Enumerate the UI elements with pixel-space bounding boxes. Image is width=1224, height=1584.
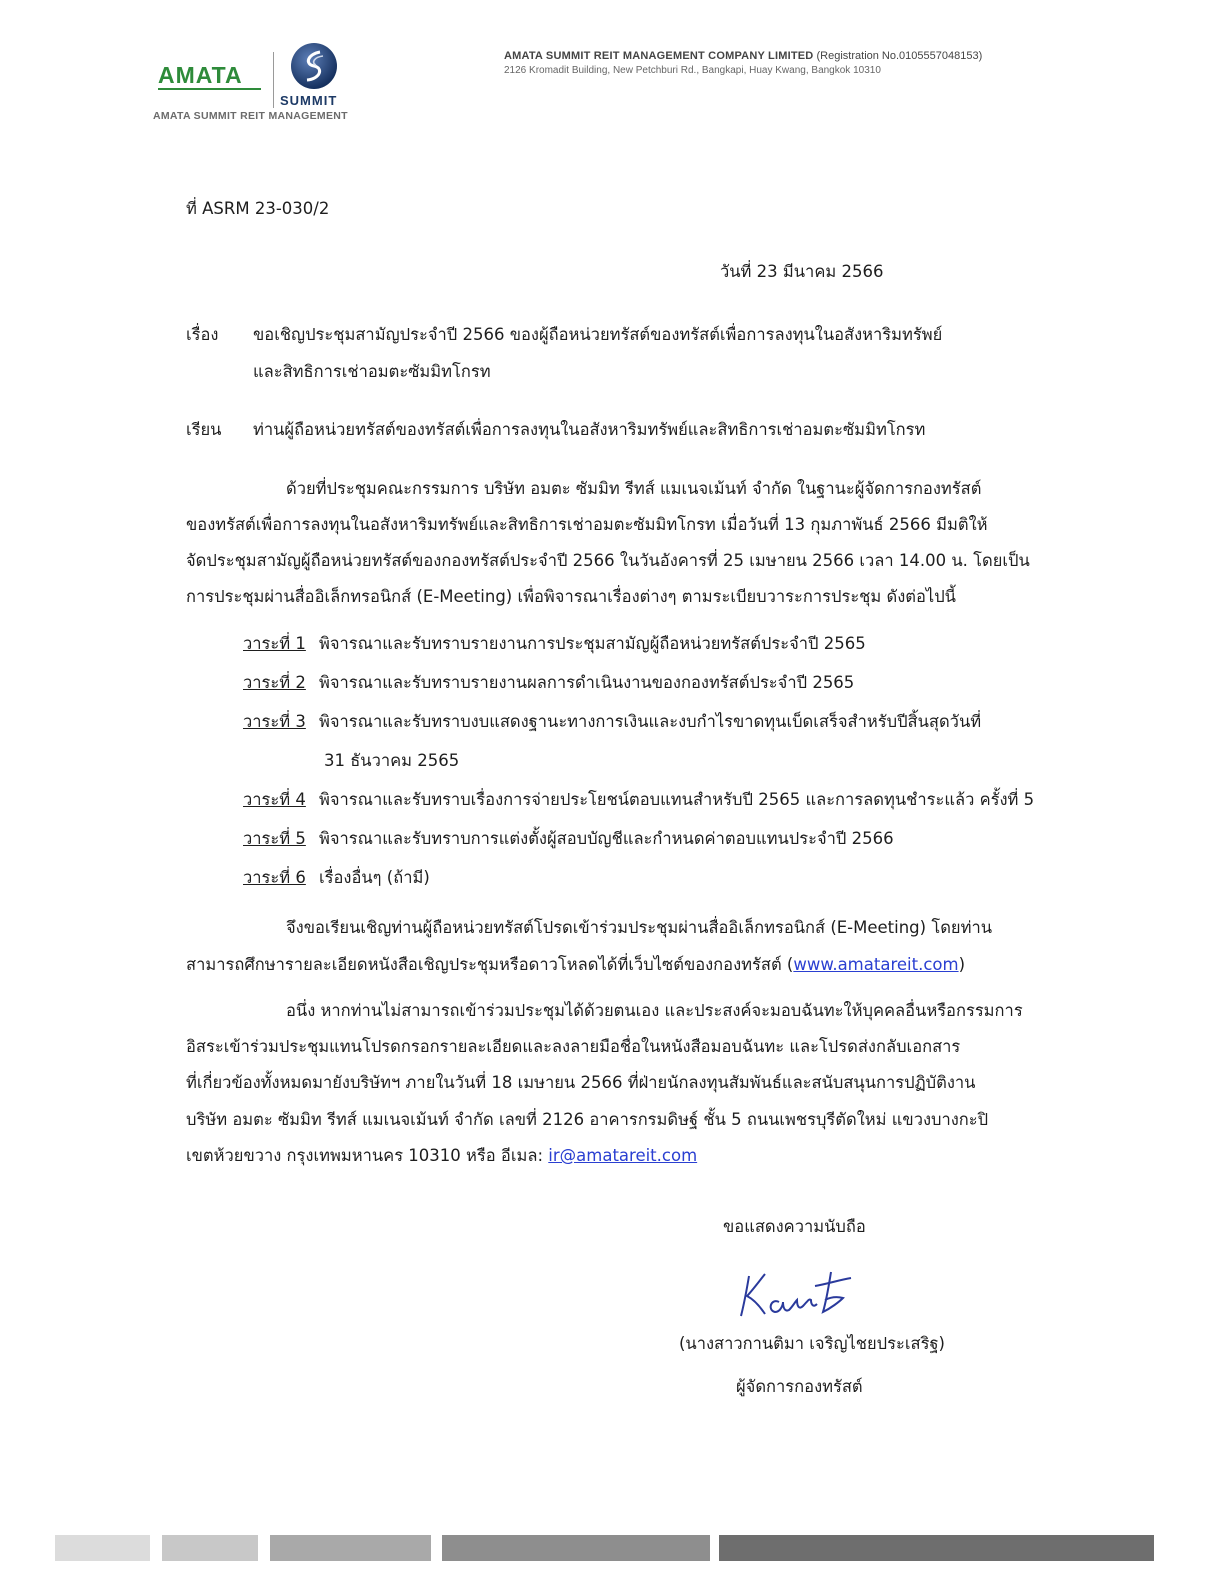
para3-line-2: อิสระเข้าร่วมประชุมแทนโปรดกรอกรายละเอียดและลงลายมือชื่อในหนังสือมอบฉันทะ และโปรดส่งกลับเอกสาร xyxy=(186,1037,961,1056)
para2-line-2-text: สามารถศึกษารายละเอียดหนังสือเชิญประชุมหรือดาวโหลดได้ที่เว็บไซต์ของกองทรัสต์ ( xyxy=(186,955,794,974)
agenda-text-3: พิจารณาและรับทราบงบแสดงฐานะทางการเงินและงบกำไรขาดทุนเบ็ดเสร็จสำหรับปีสิ้นสุดวันที่ xyxy=(319,712,982,731)
amata-logo-text: AMATA xyxy=(158,62,243,88)
para3-line-5-text: เขตห้วยขวาง กรุงเทพมหานคร 10310 หรือ อีเมล: xyxy=(186,1146,549,1165)
agenda-label-3: วาระที่ 3 xyxy=(243,712,306,731)
para3-line-4: บริษัท อมตะ ซัมมิท รีทส์ แมเนจเม้นท์ จำกัด เลขที่ 2126 อาคารกรมดิษฐ์ ชั้น 5 ถนนเพชรบุรีตัดใหม่ แขวงบางกะปิ xyxy=(186,1110,989,1129)
para1-line-3: จัดประชุมสามัญผู้ถือหน่วยทรัสต์ของกองทรัสต์ประจำปี 2566 ในวันอังคารที่ 25 เมษายน 2566 เวลา 14.00 น. โดยเป็น xyxy=(186,551,1030,570)
agenda-label-6: วาระที่ 6 xyxy=(243,868,306,887)
agenda-text-4: พิจารณาและรับทราบเรื่องการจ่ายประโยชน์ตอบแทนสำหรับปี 2565 และการลดทุนชำระแล้ว ครั้งที่ 5 xyxy=(319,790,1035,809)
reference-number: ที่ ASRM 23-030/2 xyxy=(186,199,330,218)
para2-line-2 xyxy=(186,952,965,978)
agenda-text-3-cont: 31 ธันวาคม 2565 xyxy=(324,751,460,770)
subject-line-2: และสิทธิการเช่าอมตะซัมมิทโกรท xyxy=(253,362,491,381)
signer-name: (นางสาวกานติมา เจริญไชยประเสริฐ) xyxy=(679,1334,945,1353)
email-link[interactable]: ir@amatareit.com xyxy=(548,1146,698,1165)
para3-line-3: ที่เกี่ยวข้องทั้งหมดมายังบริษัทฯ ภายในวันที่ 18 เมษายน 2566 ที่ฝ่ายนักลงทุนสัมพันธ์และสนับสนุนการปฏิบัติงาน xyxy=(186,1073,976,1092)
para3-line-5 xyxy=(186,1143,697,1169)
agenda-label-5: วาระที่ 5 xyxy=(243,829,306,848)
para1-line-4: การประชุมผ่านสื่ออิเล็กทรอนิกส์ (E-Meeting) เพื่อพิจารณาเรื่องต่างๆ ตามระเบียบวาระการประชุม ดังต่อไปนี้ xyxy=(186,587,956,606)
amata-logo-underline xyxy=(158,88,261,90)
footer-bar-4 xyxy=(442,1535,710,1561)
footer-bar-5 xyxy=(719,1535,1154,1561)
para1-line-1: ด้วยที่ประชุมคณะกรรมการ บริษัท อมตะ ซัมมิท รีทส์ แมเนจเม้นท์ จำกัด ในฐานะผู้จัดการกองทรัสต์ xyxy=(286,479,982,498)
footer-bar-3 xyxy=(270,1535,431,1561)
summit-logo-text: SUMMIT xyxy=(280,93,338,108)
para2-line-1: จึงขอเรียนเชิญท่านผู้ถือหน่วยทรัสต์โปรดเข้าร่วมประชุมผ่านสื่ออิเล็กทรอนิกส์ (E-Meeting) โดยท่าน xyxy=(286,918,993,937)
para1-line-2: ของทรัสต์เพื่อการลงทุนในอสังหาริมทรัพย์และสิทธิการเช่าอมตะซัมมิทโกรท เมื่อวันที่ 13 กุมภาพันธ์ 2566 มีมติให้ xyxy=(186,515,988,534)
para3-line-1: อนึ่ง หากท่านไม่สามารถเข้าร่วมประชุมได้ด้วยตนเอง และประสงค์จะมอบฉันทะให้บุคคลอื่นหรือกรรมการ xyxy=(286,1001,1023,1020)
agenda-label-1: วาระที่ 1 xyxy=(243,634,306,653)
signer-title: ผู้จัดการกองทรัสต์ xyxy=(736,1377,863,1396)
footer-bar-1 xyxy=(55,1535,150,1561)
website-link[interactable]: www.amatareit.com xyxy=(793,955,959,974)
footer-bar-2 xyxy=(162,1535,258,1561)
agenda-text-6: เรื่องอื่นๆ (ถ้ามี) xyxy=(319,868,430,887)
subject-line-1: ขอเชิญประชุมสามัญประจำปี 2566 ของผู้ถือหน่วยทรัสต์ของทรัสต์เพื่อการลงทุนในอสังหาริมทรัพย์ xyxy=(253,325,943,344)
closing-text: ขอแสดงความนับถือ xyxy=(723,1217,866,1236)
agenda-text-2: พิจารณาและรับทราบรายงานผลการดำเนินงานของกองทรัสต์ประจำปี 2565 xyxy=(319,673,855,692)
handwritten-signature xyxy=(735,1258,855,1328)
company-name-line xyxy=(504,50,982,62)
summit-logo-icon xyxy=(290,42,338,90)
logo-subtitle: AMATA SUMMIT REIT MANAGEMENT xyxy=(153,110,348,122)
agenda-text-1: พิจารณาและรับทราบรายงานการประชุมสามัญผู้ถือหน่วยทรัสต์ประจำปี 2565 xyxy=(319,634,866,653)
agenda-label-2: วาระที่ 2 xyxy=(243,673,306,692)
company-address: 2126 Kromadit Building, New Petchburi Rd., Bangkapi, Huay Kwang, Bangkok 10310 xyxy=(504,65,881,76)
to-label: เรียน xyxy=(186,420,222,439)
logo-divider xyxy=(273,52,274,108)
para2-line-2-suffix: ) xyxy=(958,955,965,974)
letter-date: วันที่ 23 มีนาคม 2566 xyxy=(720,262,884,281)
company-registration: (Registration No.0105557048153) xyxy=(816,50,983,62)
agenda-text-5: พิจารณาและรับทราบการแต่งตั้งผู้สอบบัญชีและกำหนดค่าตอบแทนประจำปี 2566 xyxy=(319,829,894,848)
to-text: ท่านผู้ถือหน่วยทรัสต์ของทรัสต์เพื่อการลงทุนในอสังหาริมทรัพย์และสิทธิการเช่าอมตะซัมมิทโกรท xyxy=(253,420,926,439)
subject-label: เรื่อง xyxy=(186,325,219,344)
agenda-label-4: วาระที่ 4 xyxy=(243,790,306,809)
company-name: AMATA SUMMIT REIT MANAGEMENT COMPANY LIMITED xyxy=(504,50,814,62)
